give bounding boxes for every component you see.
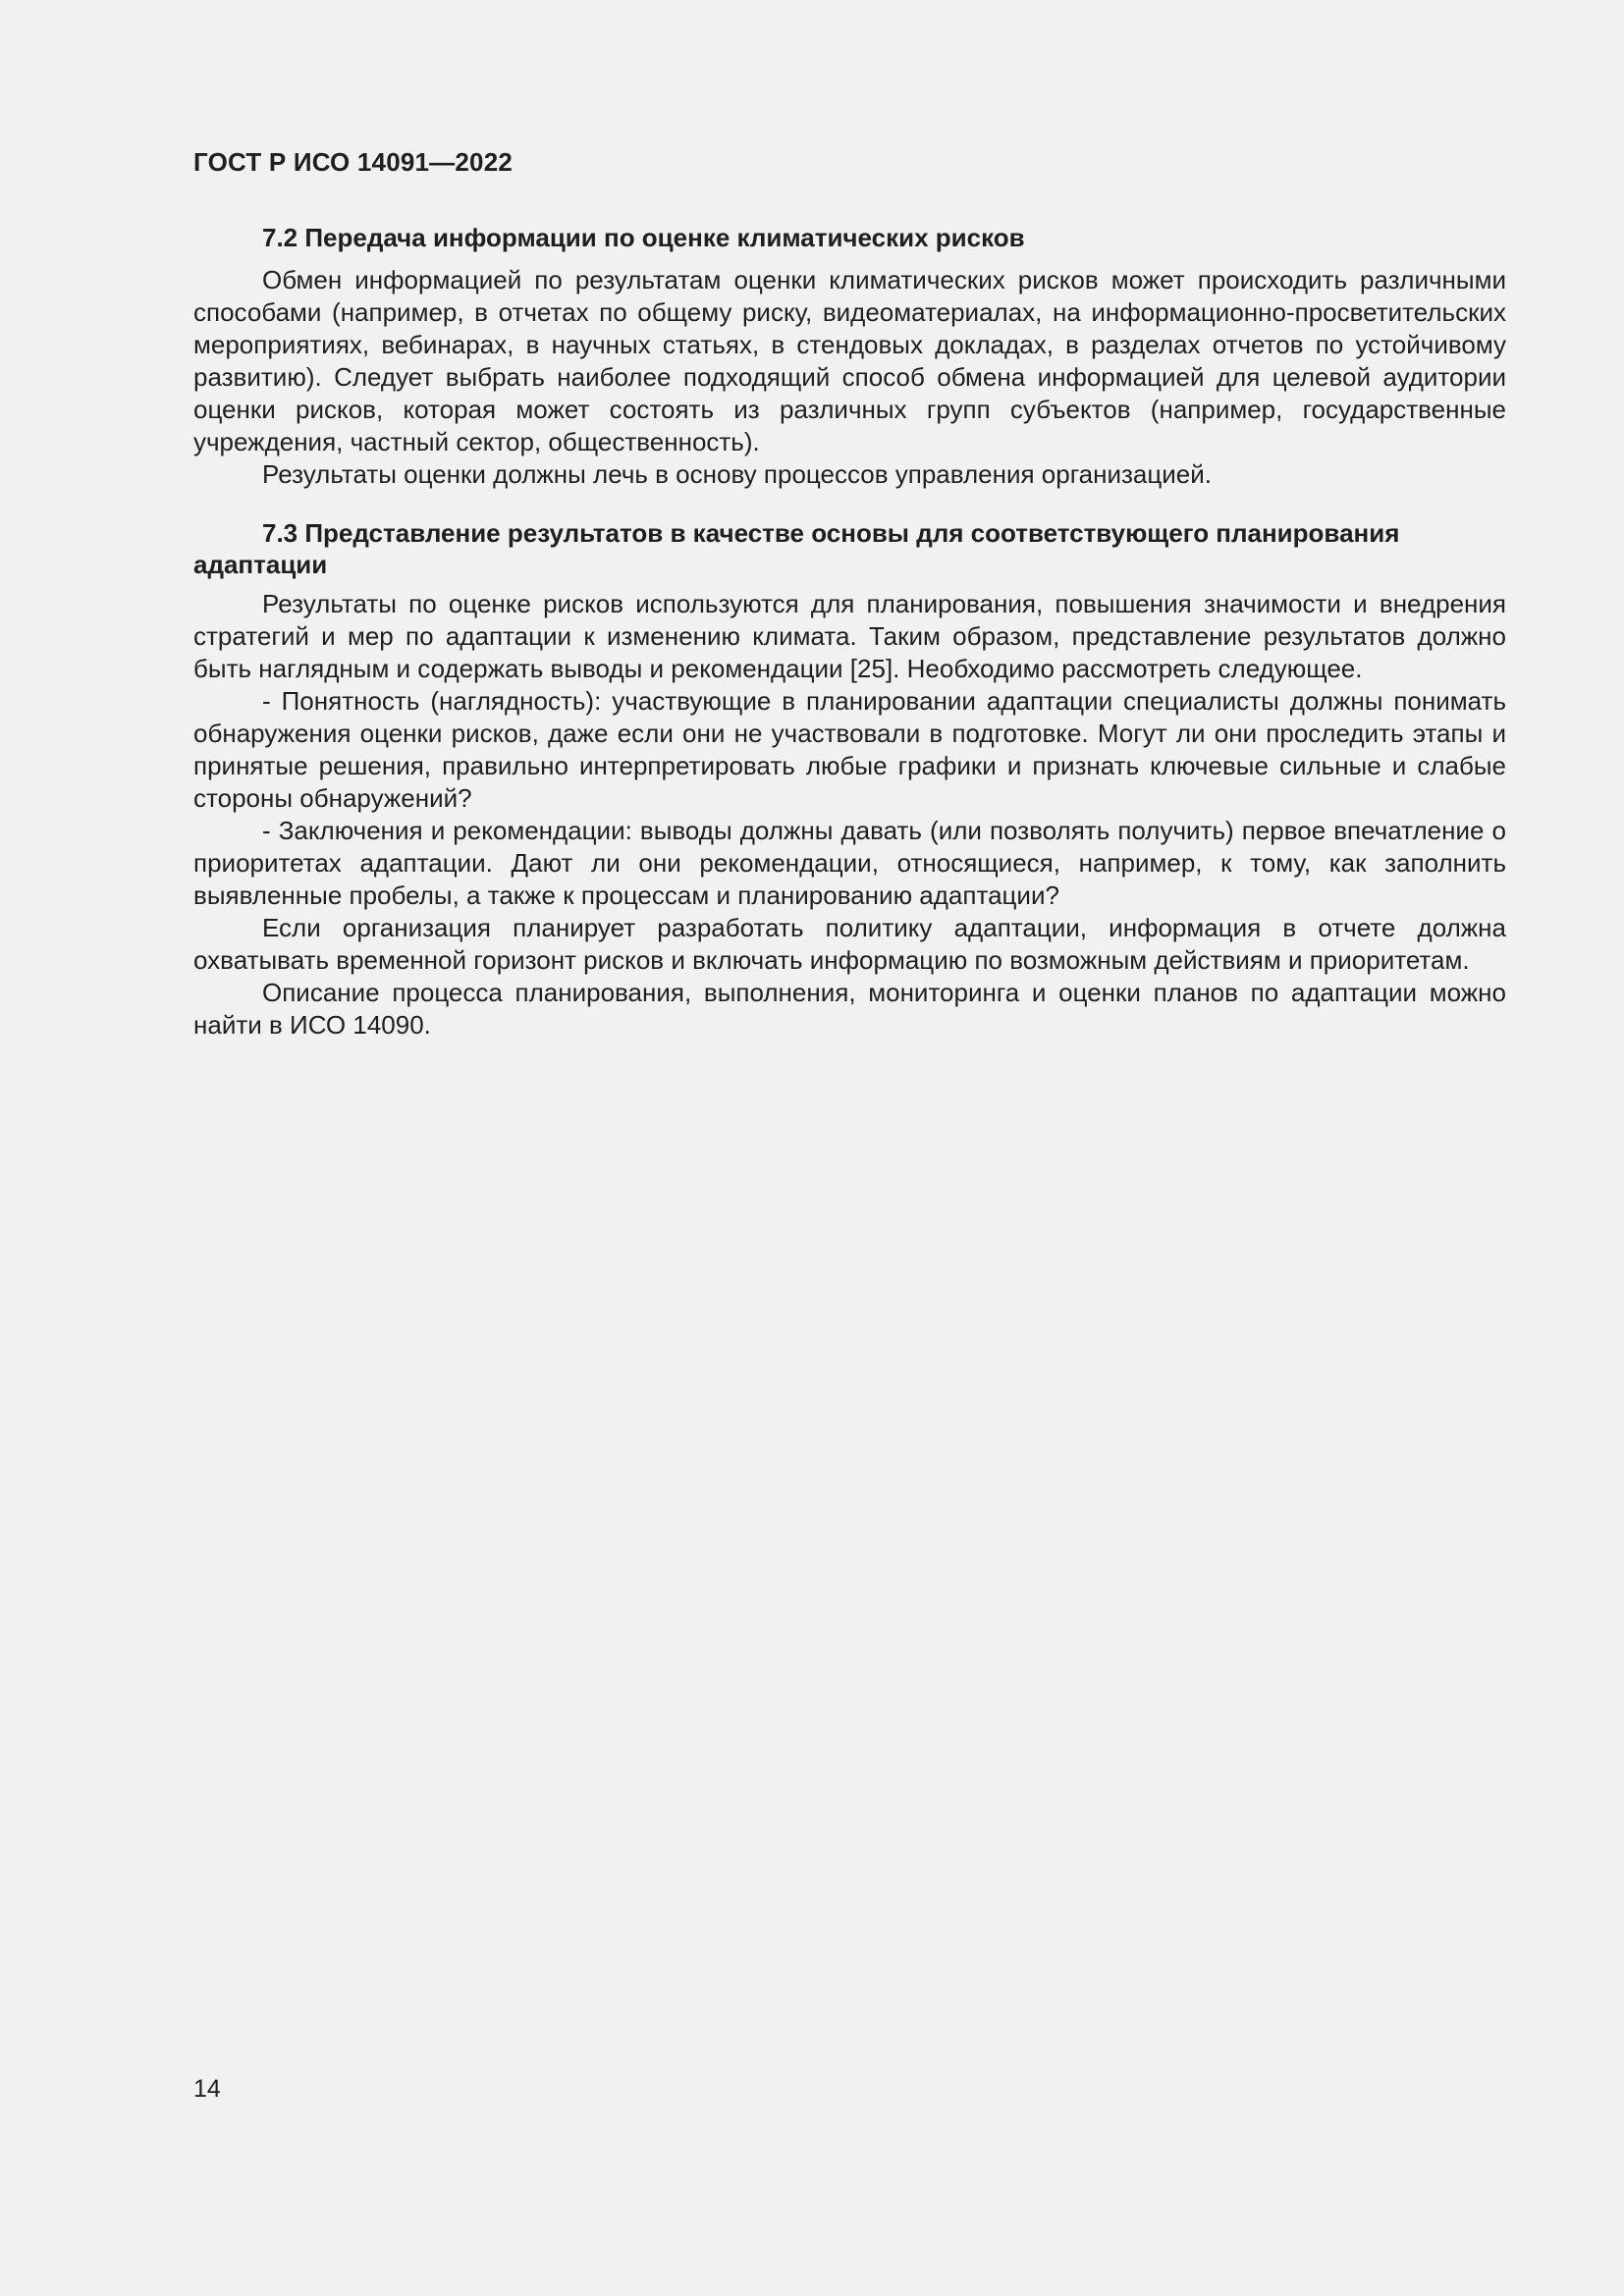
section-7-3: [193, 517, 1506, 1041]
section-7-3-paragraph: - Заключения и рекомендации: выводы должны давать (или позволять получить) первое впечатление о приоритетах адаптации. Дают ли они рекомендации, относящиеся, например, к тому, как заполнить выявленные пробелы, а также к процессам и планированию адаптации?: [193, 816, 1506, 910]
document-header-standard-id: ГОСТ Р ИСО 14091—2022: [193, 147, 514, 177]
section-7-3-heading: 7.3 Представление результатов в качестве основы для соответствующего планирования адаптации: [193, 518, 1400, 579]
section-7-3-paragraph: - Понятность (наглядность): участвующие в планировании адаптации специалисты должны понимать обнаружения оценки рисков, даже если они не участвовали в подготовке. Могут ли они проследить этапы и принятые решения, правильно интерпретировать любые графики и признать ключевые сильные и слабые стороны обнаружений?: [193, 686, 1506, 813]
section-7-3-paragraph: Если организация планирует разработать политику адаптации, информация в отчете должна охватывать временной горизонт рисков и включать информацию по возможным действиям и приоритетам.: [193, 913, 1506, 975]
page-content: [193, 222, 1506, 1041]
section-7-2: [193, 222, 1506, 491]
section-7-3-paragraph: Результаты по оценке рисков используются для планирования, повышения значимости и внедрения стратегий и мер по адаптации к изменению климата. Таким образом, представление результатов должно быть наглядным и содержать выводы и рекомендации [25]. Необходимо рассмотреть следующее.: [193, 589, 1506, 683]
page-number: 14: [193, 2075, 221, 2103]
section-7-3-paragraph: Описание процесса планирования, выполнения, мониторинга и оценки планов по адаптации можно найти в ИСО 14090.: [193, 978, 1506, 1040]
section-7-2-heading: 7.2 Передача информации по оценке климатических рисков: [262, 223, 1025, 252]
section-7-2-paragraph: Результаты оценки должны лечь в основу процессов управления организацией.: [262, 459, 1212, 489]
document-page: [193, 0, 1506, 2296]
section-7-2-paragraph: Обмен информацией по результатам оценки климатических рисков может происходить различными способами (например, в отчетах по общему риску, видеоматериалах, на информационно-просветительских мероприятиях, вебинарах, в научных статьях, в стендовых докладах, в разделах отчетов по устойчивому развитию). Следует выбрать наиболее подходящий способ обмена информацией для целевой аудитории оценки рисков, которая может состоять из различных групп субъектов (например, государственные учреждения, частный сектор, общественность).: [193, 265, 1506, 456]
